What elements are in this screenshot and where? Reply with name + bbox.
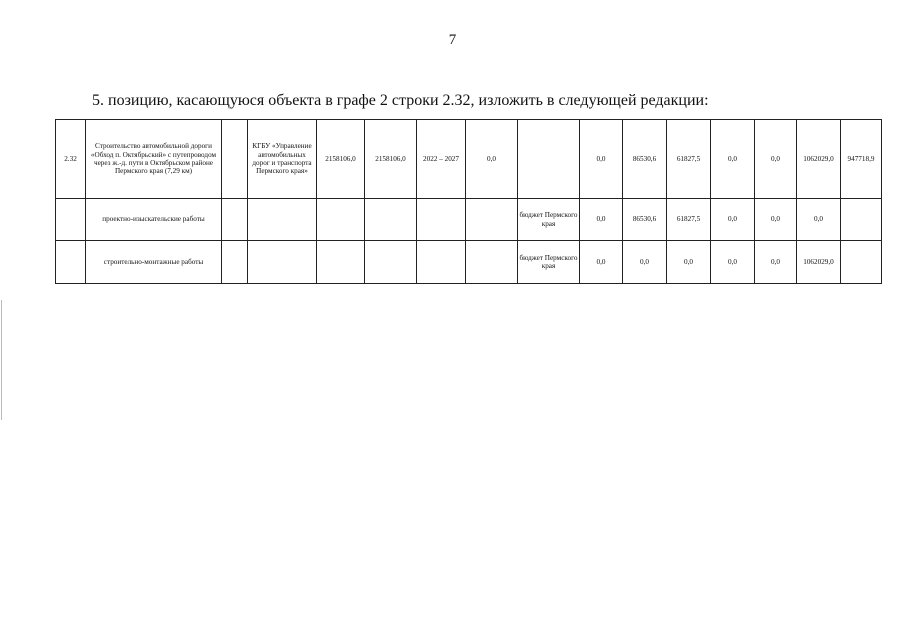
value-cell: 61827,5 <box>667 120 711 199</box>
value-cell: 0,0 <box>755 199 797 241</box>
value-a-cell: 0,0 <box>466 120 518 199</box>
row-number-cell: 2.32 <box>56 120 86 199</box>
value-cell: 0,0 <box>797 199 841 241</box>
funding-source-cell: бюджет Пермского края <box>518 199 580 241</box>
value-cell <box>841 241 882 284</box>
table-row <box>56 120 882 199</box>
value-cell: 0,0 <box>711 120 755 199</box>
period-cell: 2022 – 2027 <box>417 120 466 199</box>
table-row <box>56 199 882 241</box>
row-number-cell <box>56 199 86 241</box>
funding-source-cell: бюджет Пермского края <box>518 241 580 284</box>
funding-source-cell <box>518 120 580 199</box>
value-cell <box>841 199 882 241</box>
row-number-cell <box>56 241 86 284</box>
value-cell: 0,0 <box>580 241 623 284</box>
blank-cell <box>222 120 248 199</box>
value-cell: 0,0 <box>580 120 623 199</box>
value-cell: 0,0 <box>755 241 797 284</box>
value-cell: 947718,9 <box>841 120 882 199</box>
customer-cell <box>248 241 317 284</box>
object-name-cell: строительно-монтажные работы <box>86 241 222 284</box>
cost-total-cell: 2158106,0 <box>317 120 365 199</box>
value-cell: 61827,5 <box>667 199 711 241</box>
value-cell: 0,0 <box>667 241 711 284</box>
table-row <box>56 241 882 284</box>
cost-remaining-cell <box>365 241 417 284</box>
value-cell: 86530,6 <box>623 120 667 199</box>
cost-remaining-cell: 2158106,0 <box>365 120 417 199</box>
value-cell: 0,0 <box>623 241 667 284</box>
value-a-cell <box>466 241 518 284</box>
object-name-cell: проектно-изыскательские работы <box>86 199 222 241</box>
value-a-cell <box>466 199 518 241</box>
value-cell: 1062029,0 <box>797 241 841 284</box>
cost-remaining-cell <box>365 199 417 241</box>
value-cell: 86530,6 <box>623 199 667 241</box>
object-table <box>55 119 882 284</box>
value-cell: 0,0 <box>711 199 755 241</box>
cost-total-cell <box>317 241 365 284</box>
customer-cell: КГБУ «Управление автомобильных дорог и транспорта Пермского края» <box>248 120 317 199</box>
cost-total-cell <box>317 199 365 241</box>
value-cell: 0,0 <box>580 199 623 241</box>
customer-cell <box>248 199 317 241</box>
blank-cell <box>222 199 248 241</box>
page-number: 7 <box>448 32 457 48</box>
object-name-cell: Строительство автомобильной дороги «Обход п. Октябрьский» с путепроводом через ж.-д. пути в Октябрьском районе Пермского края (7,29 км) <box>86 120 222 199</box>
value-cell: 1062029,0 <box>797 120 841 199</box>
instruction-text: 5. позицию, касающуюся объекта в графе 2 строки 2.32, изложить в следующей редакции: <box>92 92 709 109</box>
value-cell: 0,0 <box>711 241 755 284</box>
scan-edge-mark <box>1 300 2 420</box>
period-cell <box>417 199 466 241</box>
blank-cell <box>222 241 248 284</box>
period-cell <box>417 241 466 284</box>
value-cell: 0,0 <box>755 120 797 199</box>
